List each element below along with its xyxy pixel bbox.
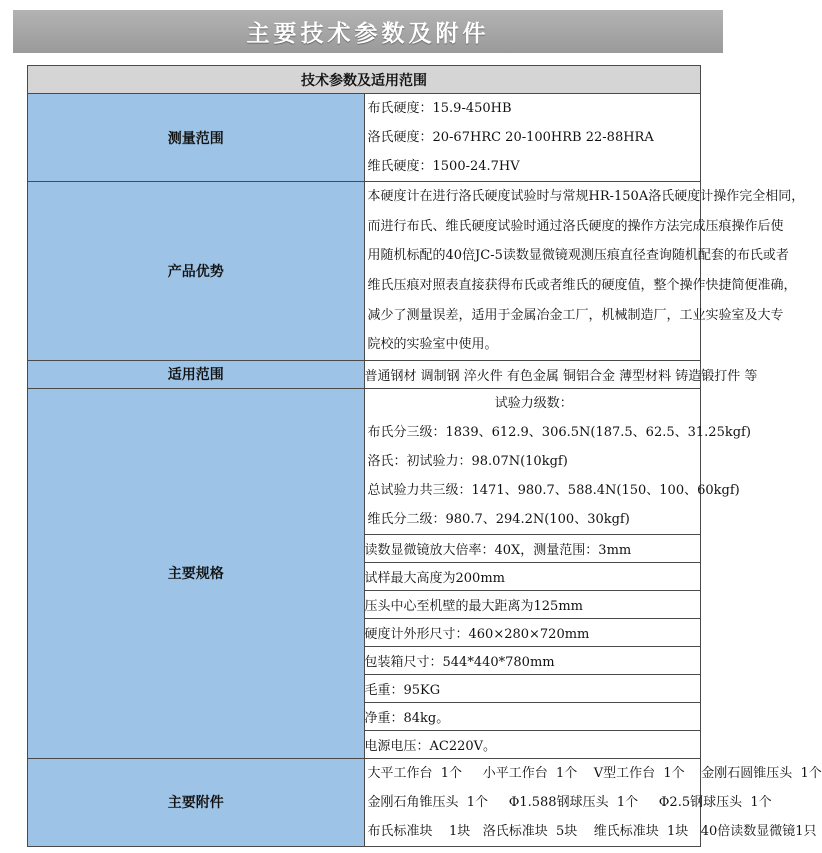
advantage-line: 维氏压痕对照表直接获得布氏或者维氏的硬度值，整个操作快捷简便准确， — [367, 277, 797, 293]
application-scope-text: 普通钢材 调制钢 淬火件 有色金属 铜铝合金 薄型材料 铸造锻打件 等 — [364, 360, 701, 388]
spec-row: 硬度计外形尺寸：460×280×720mm — [364, 618, 701, 646]
test-force-line: 布氏分三级：1839、612.9、306.5N(187.5、62.5、31.25kgf) — [367, 424, 751, 440]
advantage-content — [364, 182, 805, 361]
measure-line: 布氏硬度：15.9-450HB — [367, 101, 512, 116]
category-main-accessories: 主要附件 — [28, 758, 365, 846]
advantage-line: 院校的实验室中使用。 — [367, 337, 498, 353]
advantage-line: 本硬度计在进行洛氏硬度试验时与常规HR-150A洛氏硬度计操作完全相同， — [367, 189, 805, 204]
accessory-line: 布氏标准块 1块 洛氏标准块 5块 维氏标准块 1块 40倍读数显微镜1只 — [367, 823, 817, 839]
advantage-line: 用随机标配的40倍JC-5读数显微镜观测压痕直径查询随机配套的布氏或者 — [367, 248, 789, 264]
advantage-line: 减少了测量误差，适用于金属冶金工厂，机械制造厂，工业实验室及大专 — [367, 307, 784, 323]
spec-row: 压头中心至机壁的最大距离为125mm — [364, 590, 701, 618]
measure-range-content — [364, 94, 701, 182]
accessory-line: 金刚石角锥压头 1个 Φ1.588钢球压头 1个 Φ2.5钢球压头 1个 — [367, 794, 772, 810]
spec-row: 读数显微镜放大倍率：40X，测量范围：3mm — [364, 534, 701, 562]
test-force-line: 洛氏：初试验力：98.07N(10kgf) — [367, 453, 568, 469]
category-main-specs: 主要规格 — [28, 388, 365, 758]
spec-row: 包装箱尺寸：544*440*780mm — [364, 646, 701, 674]
spec-row: 试样最大高度为200mm — [364, 562, 701, 590]
spec-row: 电源电压：AC220V。 — [364, 730, 701, 758]
test-force-content — [364, 388, 751, 534]
advantage-line: 而进行布氏、维氏硬度试验时通过洛氏硬度的操作方法完成压痕操作后使 — [367, 218, 784, 234]
page-banner-title: 主要技术参数及附件 — [13, 10, 723, 53]
accessory-line: 大平工作台 1个 小平工作台 1个 V型工作台 1个 金刚石圆锥压头 1个 — [367, 765, 822, 781]
measure-line: 维氏硬度：1500-24.7HV — [367, 159, 520, 174]
category-application-scope: 适用范围 — [28, 360, 365, 388]
accessories-content — [364, 758, 822, 846]
category-product-advantage: 产品优势 — [28, 182, 365, 361]
test-force-header: 试验力级数： — [494, 395, 573, 411]
table-title: 技术参数及适用范围 — [28, 66, 701, 94]
test-force-line: 总试验力共三级：1471、980.7、588.4N(150、100、60kgf) — [367, 482, 740, 498]
measure-line: 洛氏硬度：20-67HRC 20-100HRB 22-88HRA — [367, 130, 654, 145]
spec-row: 净重：84kg。 — [364, 702, 701, 730]
test-force-line: 维氏分二级：980.7、294.2N(100、30kgf) — [367, 511, 630, 527]
category-measure-range: 测量范围 — [28, 94, 365, 182]
spec-row: 毛重：95KG — [364, 674, 701, 702]
spec-table — [27, 65, 822, 847]
